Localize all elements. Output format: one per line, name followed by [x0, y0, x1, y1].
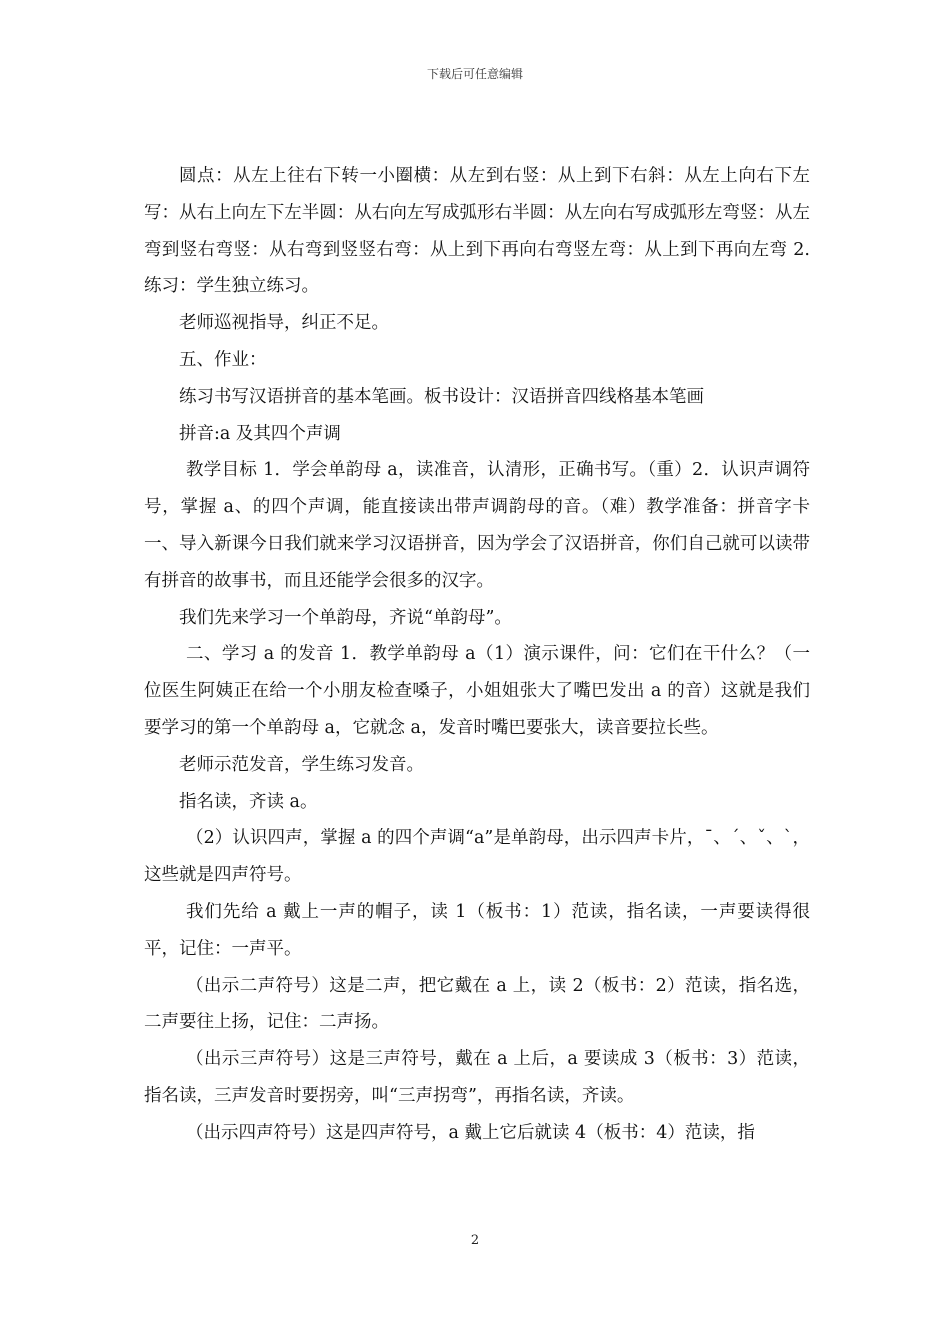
paragraph-objectives: 教学目标 1．学会单韵母 a，读准音，认清形，正确书写。（重）2．认识声调符号，掌握 a、的四个声调，能直接读出带声调韵母的音。（难）教学准备：拼音字卡一、导入新课今日我们就来学习汉语拼音，因为学会了汉语拼音，你们自己就可以读带有拼音的故事书，而且还能学会很多的汉字。: [144, 460, 810, 591]
document-body: [144, 158, 810, 1152]
paragraph-four-tones: （2）认识四声，掌握 a 的四个声调“a”是单韵母，出示四声卡片，ˉ、ˊ、ˇ、ˋ，这些就是四声符号。: [144, 828, 810, 886]
page-header: 下载后可任意编辑: [426, 67, 523, 81]
paragraph-tone-4: （出示四声符号）这是四声符号，a 戴上它后就读 4（板书：4）范读，指: [186, 1122, 755, 1143]
paragraph-strokes: 圆点：从左上往右下转一小圈横：从左到右竖：从上到下右斜：从左上向右下左写：从右上向左下左半圆：从右向左写成弧形右半圆：从左向右写成弧形左弯竖：从左弯到竖右弯竖：从右弯到竖竖右弯：从上到下再向右弯竖左弯：从上到下再向左弯 2. 练习：学生独立练习。: [144, 166, 810, 297]
paragraph-learn-a: 二、学习 a 的发音 1．教学单韵母 a（1）演示课件，问：它们在干什么？（一位医生阿姨正在给一个小朋友检查嗓子，小姐姐张大了嘴巴发出 a 的音）这就是我们要学习的第一个单韵母 a，它就念 a，发音时嘴巴要张大，读音要拉长些。: [144, 644, 810, 738]
paragraph-tone-2: （出示二声符号）这是二声，把它戴在 a 上，读 2（板书：2）范读，指名选，二声要往上扬，记住：二声扬。: [144, 975, 810, 1033]
paragraph-read-a: 指名读，齐读 a。: [179, 791, 318, 812]
paragraph-homework-heading: 五、作业：: [179, 349, 267, 370]
paragraph-teacher-guidance: 老师巡视指导，纠正不足。: [179, 313, 389, 334]
paragraph-intro-vowel: 我们先来学习一个单韵母，齐说“单韵母”。: [179, 607, 512, 628]
page-number: 2: [470, 1233, 480, 1248]
paragraph-homework: 练习书写汉语拼音的基本笔画。板书设计：汉语拼音四线格基本笔画: [179, 386, 704, 407]
paragraph-demo: 老师示范发音，学生练习发音。: [179, 754, 424, 775]
paragraph-tone-3: （出示三声符号）这是三声符号，戴在 a 上后，a 要读成 3（板书：3）范读，指名读，三声发音时要拐旁，叫“三声拐弯”，再指名读，齐读。: [144, 1049, 810, 1106]
paragraph-lesson-title: 拼音:a 及其四个声调: [179, 423, 341, 444]
paragraph-tone-1: 我们先给 a 戴上一声的帽子，读 1（板书：1）范读，指名读，一声要读得很平，记住：一声平。: [144, 901, 810, 959]
